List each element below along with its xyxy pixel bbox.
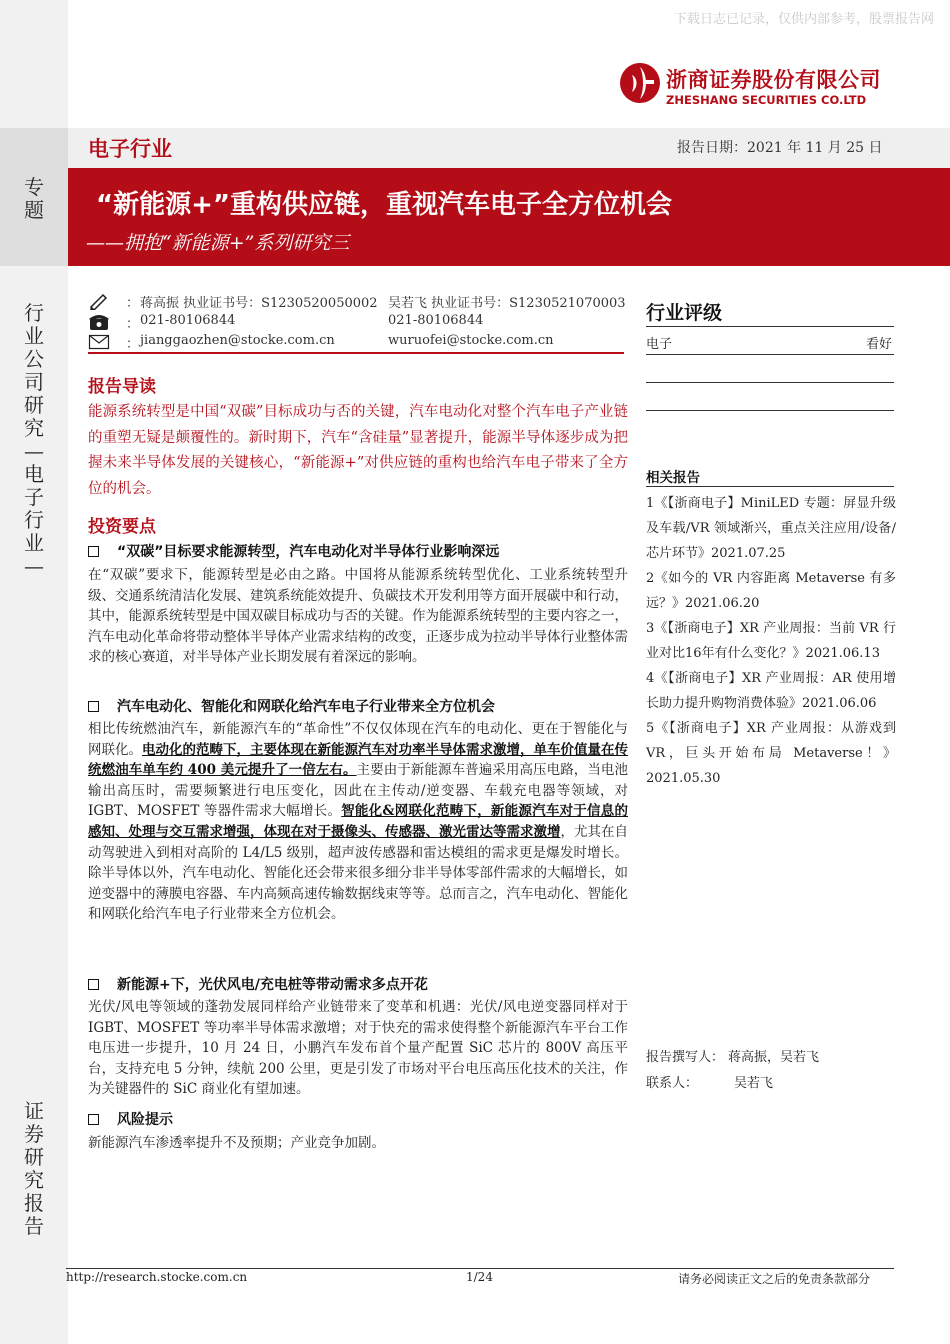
analyst-1-phone: 021-80106844 (140, 313, 236, 328)
analyst-2-email[interactable]: wuruofei@stocke.com.cn (388, 333, 554, 348)
rating-value: 看好 (866, 337, 893, 352)
bullet-paragraph-1: 在“双碳”要求下，能源转型是必由之路。中国将从能源系统转型优化、工业系统转型升级、交通系统清洁化发展、建筑系统能效提升、负碳技术开发利用等方面开展碳中和行动，其中，能源系统转型是中国双碳目标成功与否的关键。作为能源系统转型的主要内容之一，汽车电动化革命将带动整体半导体产业需求结构的改变，正逐步成为拉动半导体行业整体需求的核心赛道，对半导体产业长期发展有着深远的影响。 (88, 567, 628, 666)
company-name-cn: 浙商证券股份有限公司 (666, 68, 881, 92)
related-reports-list (646, 491, 896, 791)
report-subtitle: ——拥抱“新能源+”系列研究三 (86, 232, 350, 254)
related-reports-title: 相关报告 (646, 470, 700, 486)
company-name-en: ZHESHANG SECURITIES CO.LTD (666, 93, 867, 107)
investment-heading: 投资要点 (88, 517, 156, 537)
contact-person: 联系人： 吴若飞 (646, 1076, 774, 1091)
related-report-item[interactable]: 3《【浙商电子】XR 产业周报：当前 VR 行业对比16年有什么变化？》2021.06.13 (646, 621, 896, 661)
bullet-heading-3: 新能源+下，光伏风电/充电桩等带动需求多点开花 (88, 974, 428, 994)
phone-icon (88, 313, 110, 331)
side-label-middle: 行 业 公 司 研 究 — 电 子 行 业 — (24, 301, 44, 578)
related-report-item[interactable]: 1《【浙商电子】MiniLED 专题：屏显升级及车载/VR 领域渐兴，重点关注应用/设备/芯片环节》2021.07.25 (646, 496, 896, 561)
report-writers: 报告撰写人： 蒋高振，吴若飞 (646, 1050, 820, 1065)
pen-icon (88, 292, 110, 310)
side-label-top: 专 题 (24, 175, 44, 222)
risk-paragraph: 新能源汽车渗透率提升不及预期；产业竞争加剧。 (88, 1135, 385, 1151)
rating-line (646, 354, 894, 355)
related-divider (646, 486, 894, 487)
checkbox-bullet-icon (88, 546, 99, 557)
analyst-1-certificate: 蒋高振 执业证书号：S1230520050002 (140, 296, 378, 311)
contact-divider (88, 352, 624, 354)
footer-disclaimer-note: 请务必阅读正文之后的免责条款部分 (678, 1272, 871, 1286)
side-label-bottom: 证 券 研 究 报 告 (24, 1099, 44, 1238)
related-report-item[interactable]: 5《【浙商电子】XR 产业周报：从游戏到 VR，巨头开始布局 Metaverse！》2021.05.30 (646, 721, 896, 786)
watermark-text: 下载日志已记录，仅供内部参考，股票报告网 (673, 12, 934, 27)
zheshang-logo-icon (618, 60, 662, 106)
rating-divider (646, 326, 894, 327)
bullet-heading-2: 汽车电动化、智能化和网联化给汽车电子行业带来全方位机会 (88, 696, 495, 716)
intro-paragraph: 能源系统转型是中国“双碳”目标成功与否的关键，汽车电动化对整个汽车电子产业链的重塑无疑是颠覆性的。新时期下，汽车“含硅量”显著提升，能源半导体逐步成为把握未来半导体发展的关键核心，“新能源+”对供应链的重构也给汽车电子带来了全方位的机会。 (88, 404, 628, 497)
page-number: 1/24 (466, 1270, 493, 1284)
footer-url[interactable]: http://research.stocke.com.cn (66, 1270, 248, 1284)
report-date: 报告日期：2021 年 11 月 25 日 (677, 140, 883, 156)
rating-line (646, 382, 894, 383)
intro-heading: 报告导读 (88, 377, 156, 397)
bullet-heading-risk: 风险提示 (88, 1109, 173, 1129)
industry-label: 电子行业 (88, 137, 172, 161)
bullet-heading-1: “双碳”目标要求能源转型，汽车电动化对半导体行业影响深远 (88, 541, 499, 561)
report-title: “新能源+”重构供应链，重视汽车电子全方位机会 (96, 190, 672, 220)
analyst-2-phone: 021-80106844 (388, 313, 484, 328)
bullet-paragraph-3: 光伏/风电等领域的蓬勃发展同样给产业链带来了变革和机遇：光伏/风电逆变器同样对于 IGBT、MOSFET 等功率半导体需求激增；对于快充的需求使得整个新能源汽车平台工作电压进一步提升，10 月 24 日，小鹏汽车发布首个量产配置 SiC 芯片的 800V 高压平台，支持充电 5 分钟，续航 200 公里，更是引发了市场对平台电压高压化技术的关注，作为关键器件的 SiC 商业化有望加速。 (88, 999, 628, 1098)
checkbox-bullet-icon (88, 979, 99, 990)
analyst-1-email[interactable]: jianggaozhen@stocke.com.cn (140, 333, 335, 348)
related-report-item[interactable]: 4《【浙商电子】XR 产业周报：AR 使用增长助力提升购物消费体验》2021.06.06 (646, 671, 896, 711)
rating-line (646, 410, 894, 411)
rating-sector: 电子 (646, 337, 673, 352)
checkbox-bullet-icon (88, 1114, 99, 1125)
footer-divider (66, 1268, 894, 1269)
mail-icon (88, 333, 110, 351)
analyst-2-certificate: 吴若飞 执业证书号：S1230521070003 (388, 296, 626, 311)
checkbox-bullet-icon (88, 701, 99, 712)
bullet-paragraph-2: 相比传统燃油汽车，新能源汽车的“革命性”不仅仅体现在汽车的电动化、更在于智能化与网联化。电动化的范畴下，主要体现在新能源汽车对功率半导体需求激增，单车价值量在传统燃油车单车约 400 美元提升了一倍左右。主要由于新能源车普遍采用高压电路，当电池输出高压时，需要频繁进行电压变化，因此在主传动/逆变器、车载充电器等领域，对 IGBT、MOSFET 等器件需求大幅增长。智能化&网联化范畴下，新能源汽车对于信息的感知、处理与交互需求增强，体现在对于摄像头、传感器、激光雷达等需求激增，尤其在自动驾驶进入到相对高阶的 L4/L5 级别，超声波传感器和雷达模组的需求更是爆发时增长。除半导体以外，汽车电动化、智能化还会带来很多细分非半导体零部件需求的大幅增长，如逆变器中的薄膜电容器、车内高频高速传输数据线束等等。总而言之，汽车电动化、智能化和网联化给汽车电子行业带来全方位机会。 (88, 721, 628, 923)
rating-title: 行业评级 (646, 302, 723, 324)
related-report-item[interactable]: 2《如今的 VR 内容距离 Metaverse 有多远？》2021.06.20 (646, 571, 896, 611)
